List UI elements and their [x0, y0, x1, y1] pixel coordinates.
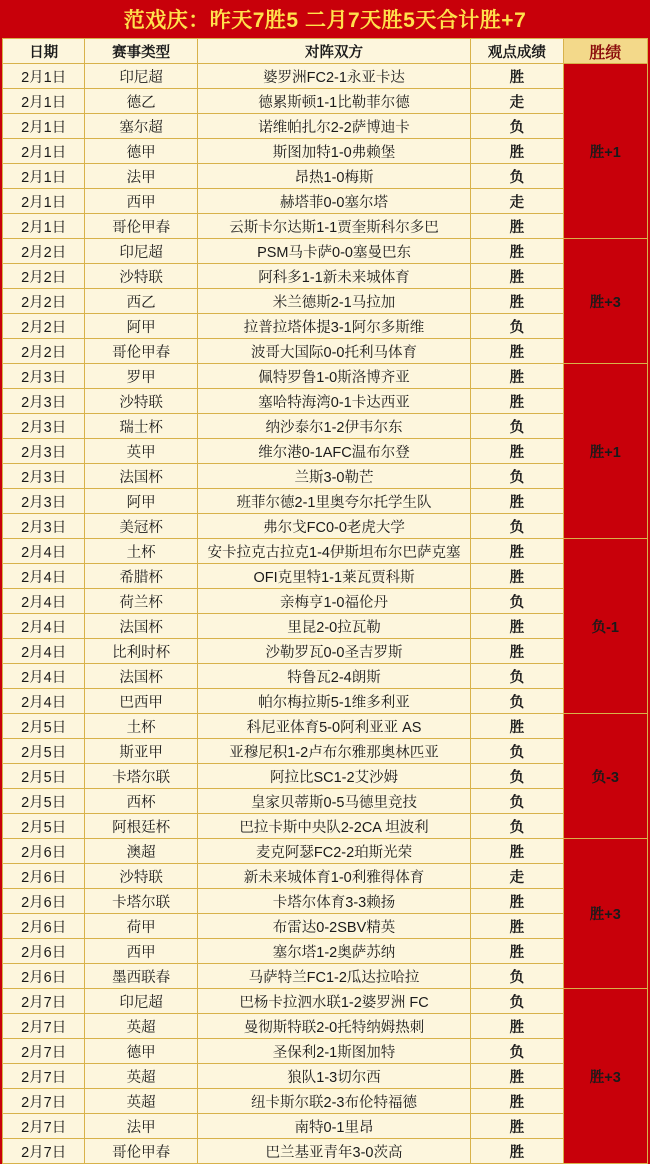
cell-match: 佩特罗鲁1-0斯洛博齐亚 — [197, 364, 470, 389]
table-row — [3, 239, 648, 264]
cell-result: 负 — [471, 964, 563, 989]
cell-league: 荷甲 — [85, 914, 198, 939]
table-header — [3, 39, 648, 64]
cell-match: 塞尔塔1-2奥萨苏纳 — [197, 939, 470, 964]
cell-date: 2月3日 — [3, 389, 85, 414]
cell-match: 巴兰基亚青年3-0茨高 — [197, 1139, 470, 1164]
cell-match: 波哥大国际0-0托利马体育 — [197, 339, 470, 364]
table-row — [3, 639, 648, 664]
table-row — [3, 614, 648, 639]
cell-result: 负 — [471, 164, 563, 189]
table-row — [3, 264, 648, 289]
cell-league: 德甲 — [85, 139, 198, 164]
cell-date: 2月3日 — [3, 414, 85, 439]
table-row — [3, 864, 648, 889]
table-row — [3, 439, 648, 464]
cell-match: PSM马卡萨0-0塞曼巴东 — [197, 239, 470, 264]
cell-result: 走 — [471, 89, 563, 114]
cell-match: 圣保利2-1斯图加特 — [197, 1039, 470, 1064]
cell-league: 荷兰杯 — [85, 589, 198, 614]
cell-result: 胜 — [471, 264, 563, 289]
page-title: 范戏庆：昨天7胜5 二月7天胜5天合计胜+7 — [123, 9, 527, 32]
table-row — [3, 839, 648, 864]
table-row — [3, 1014, 648, 1039]
table-row — [3, 764, 648, 789]
cell-result: 胜 — [471, 639, 563, 664]
cell-match: 阿科多1-1新未来城体育 — [197, 264, 470, 289]
cell-match: 皇家贝蒂斯0-5马德里竞技 — [197, 789, 470, 814]
cell-date: 2月1日 — [3, 164, 85, 189]
cell-date: 2月2日 — [3, 239, 85, 264]
cell-date: 2月6日 — [3, 864, 85, 889]
cell-match: 布雷达0-2SBV精英 — [197, 914, 470, 939]
cell-date: 2月3日 — [3, 439, 85, 464]
cell-match: 班菲尔德2-1里奥夸尔托学生队 — [197, 489, 470, 514]
table-row — [3, 1039, 648, 1064]
cell-result: 负 — [471, 789, 563, 814]
cell-match: 狼队1-3切尔西 — [197, 1064, 470, 1089]
cell-date: 2月7日 — [3, 1014, 85, 1039]
cell-match: 卡塔尔体育3-3赖扬 — [197, 889, 470, 914]
cell-result: 胜 — [471, 239, 563, 264]
results-table — [2, 38, 648, 1164]
table-row — [3, 389, 648, 414]
table-row — [3, 514, 648, 539]
column-header-summary: 胜绩 — [563, 39, 647, 64]
cell-result: 负 — [471, 739, 563, 764]
cell-date: 2月7日 — [3, 1039, 85, 1064]
cell-league: 阿甲 — [85, 314, 198, 339]
table-row — [3, 589, 648, 614]
cell-match: 纽卡斯尔联2-3布伦特福德 — [197, 1089, 470, 1114]
cell-league: 法国杯 — [85, 464, 198, 489]
cell-result: 胜 — [471, 139, 563, 164]
cell-league: 法甲 — [85, 164, 198, 189]
table-row — [3, 164, 648, 189]
cell-result: 负 — [471, 664, 563, 689]
cell-league: 英甲 — [85, 439, 198, 464]
table-row — [3, 1089, 648, 1114]
cell-result: 胜 — [471, 564, 563, 589]
table-row — [3, 1139, 648, 1164]
cell-match: 亚穆尼积1-2卢布尔雅那奥林匹亚 — [197, 739, 470, 764]
cell-league: 希腊杯 — [85, 564, 198, 589]
cell-match: 纳沙泰尔1-2伊韦尔东 — [197, 414, 470, 439]
cell-league: 英超 — [85, 1014, 198, 1039]
table-row — [3, 539, 648, 564]
cell-league: 印尼超 — [85, 64, 198, 89]
cell-match: 马萨特兰FC1-2瓜达拉哈拉 — [197, 964, 470, 989]
cell-league: 哥伦甲春 — [85, 1139, 198, 1164]
cell-date: 2月2日 — [3, 314, 85, 339]
table-row — [3, 714, 648, 739]
cell-league: 沙特联 — [85, 864, 198, 889]
cell-league: 西乙 — [85, 289, 198, 314]
cell-match: 昂热1-0梅斯 — [197, 164, 470, 189]
table-row — [3, 489, 648, 514]
cell-result: 负 — [471, 1039, 563, 1064]
table-row — [3, 789, 648, 814]
cell-date: 2月1日 — [3, 89, 85, 114]
cell-league: 巴西甲 — [85, 689, 198, 714]
cell-date: 2月2日 — [3, 339, 85, 364]
cell-match: 婆罗洲FC2-1永亚卡达 — [197, 64, 470, 89]
cell-result: 负 — [471, 589, 563, 614]
page-title-bar — [0, 0, 650, 38]
table-row — [3, 564, 648, 589]
cell-date: 2月1日 — [3, 64, 85, 89]
cell-date: 2月7日 — [3, 1089, 85, 1114]
cell-date: 2月1日 — [3, 189, 85, 214]
table-row — [3, 689, 648, 714]
cell-league: 比利时杯 — [85, 639, 198, 664]
cell-league: 土杯 — [85, 539, 198, 564]
cell-result: 负 — [471, 414, 563, 439]
cell-league: 阿根廷杯 — [85, 814, 198, 839]
cell-league: 斯亚甲 — [85, 739, 198, 764]
cell-group-summary: 负-1 — [563, 539, 647, 714]
cell-league: 卡塔尔联 — [85, 889, 198, 914]
cell-result: 胜 — [471, 614, 563, 639]
table-row — [3, 314, 648, 339]
cell-match: 亲梅亨1-0福伦丹 — [197, 589, 470, 614]
table-row — [3, 89, 648, 114]
cell-league: 英超 — [85, 1089, 198, 1114]
cell-result: 胜 — [471, 364, 563, 389]
cell-result: 负 — [471, 114, 563, 139]
cell-result: 胜 — [471, 1064, 563, 1089]
cell-match: 安卡拉克古拉克1-4伊斯坦布尔巴萨克塞 — [197, 539, 470, 564]
cell-date: 2月2日 — [3, 289, 85, 314]
cell-date: 2月4日 — [3, 614, 85, 639]
cell-result: 走 — [471, 189, 563, 214]
cell-league: 美冠杯 — [85, 514, 198, 539]
cell-result: 胜 — [471, 1089, 563, 1114]
cell-group-summary: 胜+3 — [563, 839, 647, 989]
table-row — [3, 64, 648, 89]
cell-result: 胜 — [471, 489, 563, 514]
cell-result: 负 — [471, 464, 563, 489]
cell-date: 2月1日 — [3, 139, 85, 164]
cell-group-summary: 胜+3 — [563, 989, 647, 1164]
cell-match: 拉普拉塔体提3-1阿尔多斯维 — [197, 314, 470, 339]
cell-result: 胜 — [471, 64, 563, 89]
cell-league: 法甲 — [85, 1114, 198, 1139]
table-row — [3, 739, 648, 764]
cell-date: 2月5日 — [3, 739, 85, 764]
cell-result: 胜 — [471, 214, 563, 239]
cell-result: 胜 — [471, 389, 563, 414]
cell-result: 胜 — [471, 939, 563, 964]
header-row — [3, 39, 648, 64]
cell-league: 罗甲 — [85, 364, 198, 389]
cell-date: 2月6日 — [3, 839, 85, 864]
cell-league: 法国杯 — [85, 664, 198, 689]
cell-result: 负 — [471, 989, 563, 1014]
cell-date: 2月4日 — [3, 589, 85, 614]
cell-date: 2月1日 — [3, 214, 85, 239]
cell-league: 德乙 — [85, 89, 198, 114]
cell-league: 德甲 — [85, 1039, 198, 1064]
cell-match: 科尼亚体育5-0阿利亚亚 AS — [197, 714, 470, 739]
cell-match: 阿拉比SC1-2艾沙姆 — [197, 764, 470, 789]
cell-group-summary: 胜+1 — [563, 364, 647, 539]
column-header-match: 对阵双方 — [197, 39, 470, 64]
cell-league: 印尼超 — [85, 989, 198, 1014]
cell-result: 胜 — [471, 914, 563, 939]
table-row — [3, 939, 648, 964]
column-header-result: 观点成绩 — [471, 39, 563, 64]
cell-match: OFI克里特1-1莱瓦贾科斯 — [197, 564, 470, 589]
cell-match: 新未来城体育1-0利雅得体育 — [197, 864, 470, 889]
cell-match: 特鲁瓦2-4朗斯 — [197, 664, 470, 689]
cell-result: 胜 — [471, 1014, 563, 1039]
cell-match: 麦克阿瑟FC2-2珀斯光荣 — [197, 839, 470, 864]
cell-date: 2月1日 — [3, 114, 85, 139]
table-row — [3, 914, 648, 939]
cell-result: 胜 — [471, 839, 563, 864]
cell-result: 胜 — [471, 1114, 563, 1139]
cell-match: 维尔港0-1AFC温布尔登 — [197, 439, 470, 464]
cell-league: 澳超 — [85, 839, 198, 864]
cell-date: 2月6日 — [3, 889, 85, 914]
table-row — [3, 114, 648, 139]
cell-date: 2月7日 — [3, 989, 85, 1014]
cell-league: 瑞士杯 — [85, 414, 198, 439]
cell-result: 负 — [471, 764, 563, 789]
cell-group-summary: 胜+1 — [563, 64, 647, 239]
table-body — [3, 64, 648, 1164]
cell-date: 2月3日 — [3, 489, 85, 514]
cell-match: 德累斯顿1-1比勒菲尔德 — [197, 89, 470, 114]
table-row — [3, 814, 648, 839]
cell-match: 塞哈特海湾0-1卡达西亚 — [197, 389, 470, 414]
cell-league: 法国杯 — [85, 614, 198, 639]
cell-match: 弗尔戈FC0-0老虎大学 — [197, 514, 470, 539]
cell-match: 云斯卡尔达斯1-1贾奎斯科尔多巴 — [197, 214, 470, 239]
cell-league: 卡塔尔联 — [85, 764, 198, 789]
cell-match: 南特0-1里昂 — [197, 1114, 470, 1139]
cell-league: 印尼超 — [85, 239, 198, 264]
column-header-date: 日期 — [3, 39, 85, 64]
cell-date: 2月6日 — [3, 914, 85, 939]
cell-result: 胜 — [471, 289, 563, 314]
table-row — [3, 339, 648, 364]
cell-result: 胜 — [471, 889, 563, 914]
cell-date: 2月3日 — [3, 364, 85, 389]
cell-result: 胜 — [471, 539, 563, 564]
cell-match: 斯图加特1-0弗赖堡 — [197, 139, 470, 164]
cell-result: 负 — [471, 689, 563, 714]
cell-date: 2月6日 — [3, 964, 85, 989]
table-row — [3, 664, 648, 689]
cell-date: 2月5日 — [3, 814, 85, 839]
cell-date: 2月4日 — [3, 639, 85, 664]
cell-date: 2月4日 — [3, 539, 85, 564]
cell-result: 走 — [471, 864, 563, 889]
cell-match: 诺维帕扎尔2-2萨博迪卡 — [197, 114, 470, 139]
cell-league: 英超 — [85, 1064, 198, 1089]
cell-match: 曼彻斯特联2-0托特纳姆热刺 — [197, 1014, 470, 1039]
table-row — [3, 289, 648, 314]
cell-league: 沙特联 — [85, 389, 198, 414]
cell-league: 哥伦甲春 — [85, 214, 198, 239]
cell-league: 哥伦甲春 — [85, 339, 198, 364]
cell-date: 2月4日 — [3, 664, 85, 689]
table-row — [3, 1114, 648, 1139]
cell-result: 胜 — [471, 714, 563, 739]
table-row — [3, 214, 648, 239]
cell-match: 里昆2-0拉瓦勒 — [197, 614, 470, 639]
cell-date: 2月7日 — [3, 1139, 85, 1164]
cell-date: 2月5日 — [3, 764, 85, 789]
cell-date: 2月4日 — [3, 564, 85, 589]
cell-match: 巴杨卡拉泗水联1-2婆罗洲 FC — [197, 989, 470, 1014]
cell-group-summary: 胜+3 — [563, 239, 647, 364]
cell-match: 沙勒罗瓦0-0圣吉罗斯 — [197, 639, 470, 664]
column-header-league: 赛事类型 — [85, 39, 198, 64]
cell-date: 2月7日 — [3, 1114, 85, 1139]
cell-result: 负 — [471, 314, 563, 339]
cell-date: 2月2日 — [3, 264, 85, 289]
cell-date: 2月3日 — [3, 464, 85, 489]
cell-result: 负 — [471, 514, 563, 539]
cell-match: 米兰德斯2-1马拉加 — [197, 289, 470, 314]
cell-league: 阿甲 — [85, 489, 198, 514]
cell-match: 巴拉卡斯中央队2-2CA 坦波利 — [197, 814, 470, 839]
cell-match: 兰斯3-0勒芒 — [197, 464, 470, 489]
table-row — [3, 889, 648, 914]
cell-result: 胜 — [471, 1139, 563, 1164]
cell-date: 2月6日 — [3, 939, 85, 964]
cell-match: 赫塔菲0-0塞尔塔 — [197, 189, 470, 214]
table-row — [3, 139, 648, 164]
cell-league: 土杯 — [85, 714, 198, 739]
cell-league: 西杯 — [85, 789, 198, 814]
cell-league: 墨西联春 — [85, 964, 198, 989]
cell-league: 西甲 — [85, 939, 198, 964]
cell-group-summary: 负-3 — [563, 714, 647, 839]
table-row — [3, 189, 648, 214]
cell-date: 2月7日 — [3, 1064, 85, 1089]
cell-match: 帕尔梅拉斯5-1维多利亚 — [197, 689, 470, 714]
cell-date: 2月5日 — [3, 789, 85, 814]
cell-result: 负 — [471, 814, 563, 839]
cell-league: 沙特联 — [85, 264, 198, 289]
table-row — [3, 464, 648, 489]
table-row — [3, 414, 648, 439]
table-row — [3, 989, 648, 1014]
cell-league: 西甲 — [85, 189, 198, 214]
cell-result: 胜 — [471, 439, 563, 464]
cell-date: 2月5日 — [3, 714, 85, 739]
cell-league: 塞尔超 — [85, 114, 198, 139]
cell-result: 胜 — [471, 339, 563, 364]
cell-date: 2月4日 — [3, 689, 85, 714]
table-row — [3, 364, 648, 389]
table-row — [3, 1064, 648, 1089]
table-row — [3, 964, 648, 989]
cell-date: 2月3日 — [3, 514, 85, 539]
